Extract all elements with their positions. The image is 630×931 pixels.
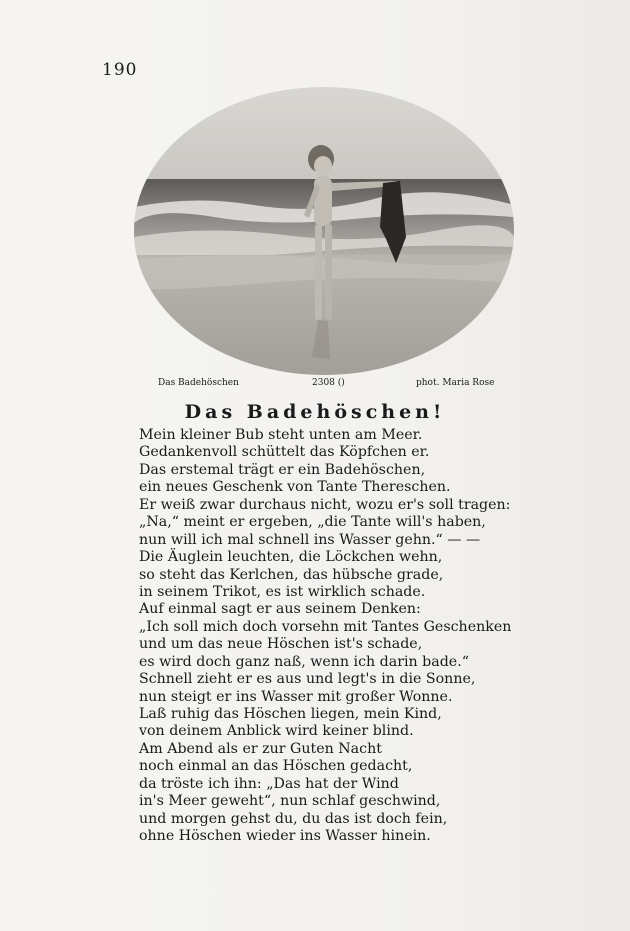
poem-title: Das Badehöschen! [184, 401, 446, 423]
poem-line: Am Abend als er zur Guten Nacht [139, 740, 382, 757]
poem-line: nun will ich mal schnell ins Wasser gehn.“ — — [139, 531, 481, 548]
poem-line: und morgen gehst du, du das ist doch fein, [139, 810, 448, 827]
poem-line: Er weiß zwar durchaus nicht, wozu er's soll tragen: [139, 496, 511, 513]
poem-line: Gedankenvoll schüttelt das Köpfchen er. [139, 444, 430, 461]
poem-line: und um das neue Höschen ist's schade, [139, 636, 423, 653]
poem-line: Die Äuglein leuchten, die Löckchen wehn, [139, 549, 443, 566]
photo-caption-title: Das Badehöschen [158, 378, 239, 388]
poem-line: noch einmal an das Höschen gedacht, [139, 758, 413, 775]
poem-line: Schnell zieht er es aus und legt's in die Sonne, [139, 671, 476, 688]
poem-line: ein neues Geschenk von Tante Thereschen. [139, 479, 451, 496]
poem-line: so steht das Kerlchen, das hübsche grade, [139, 566, 444, 583]
poem-line: „Ich soll mich doch vorsehn mit Tantes Geschenken [139, 618, 512, 635]
poem-line: in's Meer geweht“, nun schlaf geschwind, [139, 793, 441, 810]
poem-line: da tröste ich ihn: „Das hat der Wind [139, 775, 399, 792]
poem-line: es wird doch ganz naß, wenn ich darin bade.“ [139, 653, 469, 670]
photo-caption-credit: phot. Maria Rose [416, 378, 495, 388]
poem-line: Das erstemal trägt er ein Badehöschen, [139, 461, 426, 478]
photo-oval [134, 87, 514, 375]
poem-line: ohne Höschen wieder ins Wasser hinein. [139, 828, 431, 845]
photo-caption-number: 2308 () [312, 378, 345, 388]
page-number: 190 [102, 60, 138, 80]
poem-line: nun steigt er ins Wasser mit großer Wonne. [139, 688, 453, 705]
poem-line: in seinem Trikot, es ist wirklich schade. [139, 583, 426, 600]
poem-line: „Na,“ meint er ergeben, „die Tante will's haben, [139, 514, 486, 531]
poem-line: von deinem Anblick wird keiner blind. [139, 723, 414, 740]
poem-line: Mein kleiner Bub steht unten am Meer. [139, 427, 423, 443]
beach-photo-illustration [134, 87, 514, 375]
poem-line: Auf einmal sagt er aus seinem Denken: [139, 601, 421, 618]
poem-line: Laß ruhig das Höschen liegen, mein Kind, [139, 706, 442, 722]
poem-text [139, 427, 519, 846]
